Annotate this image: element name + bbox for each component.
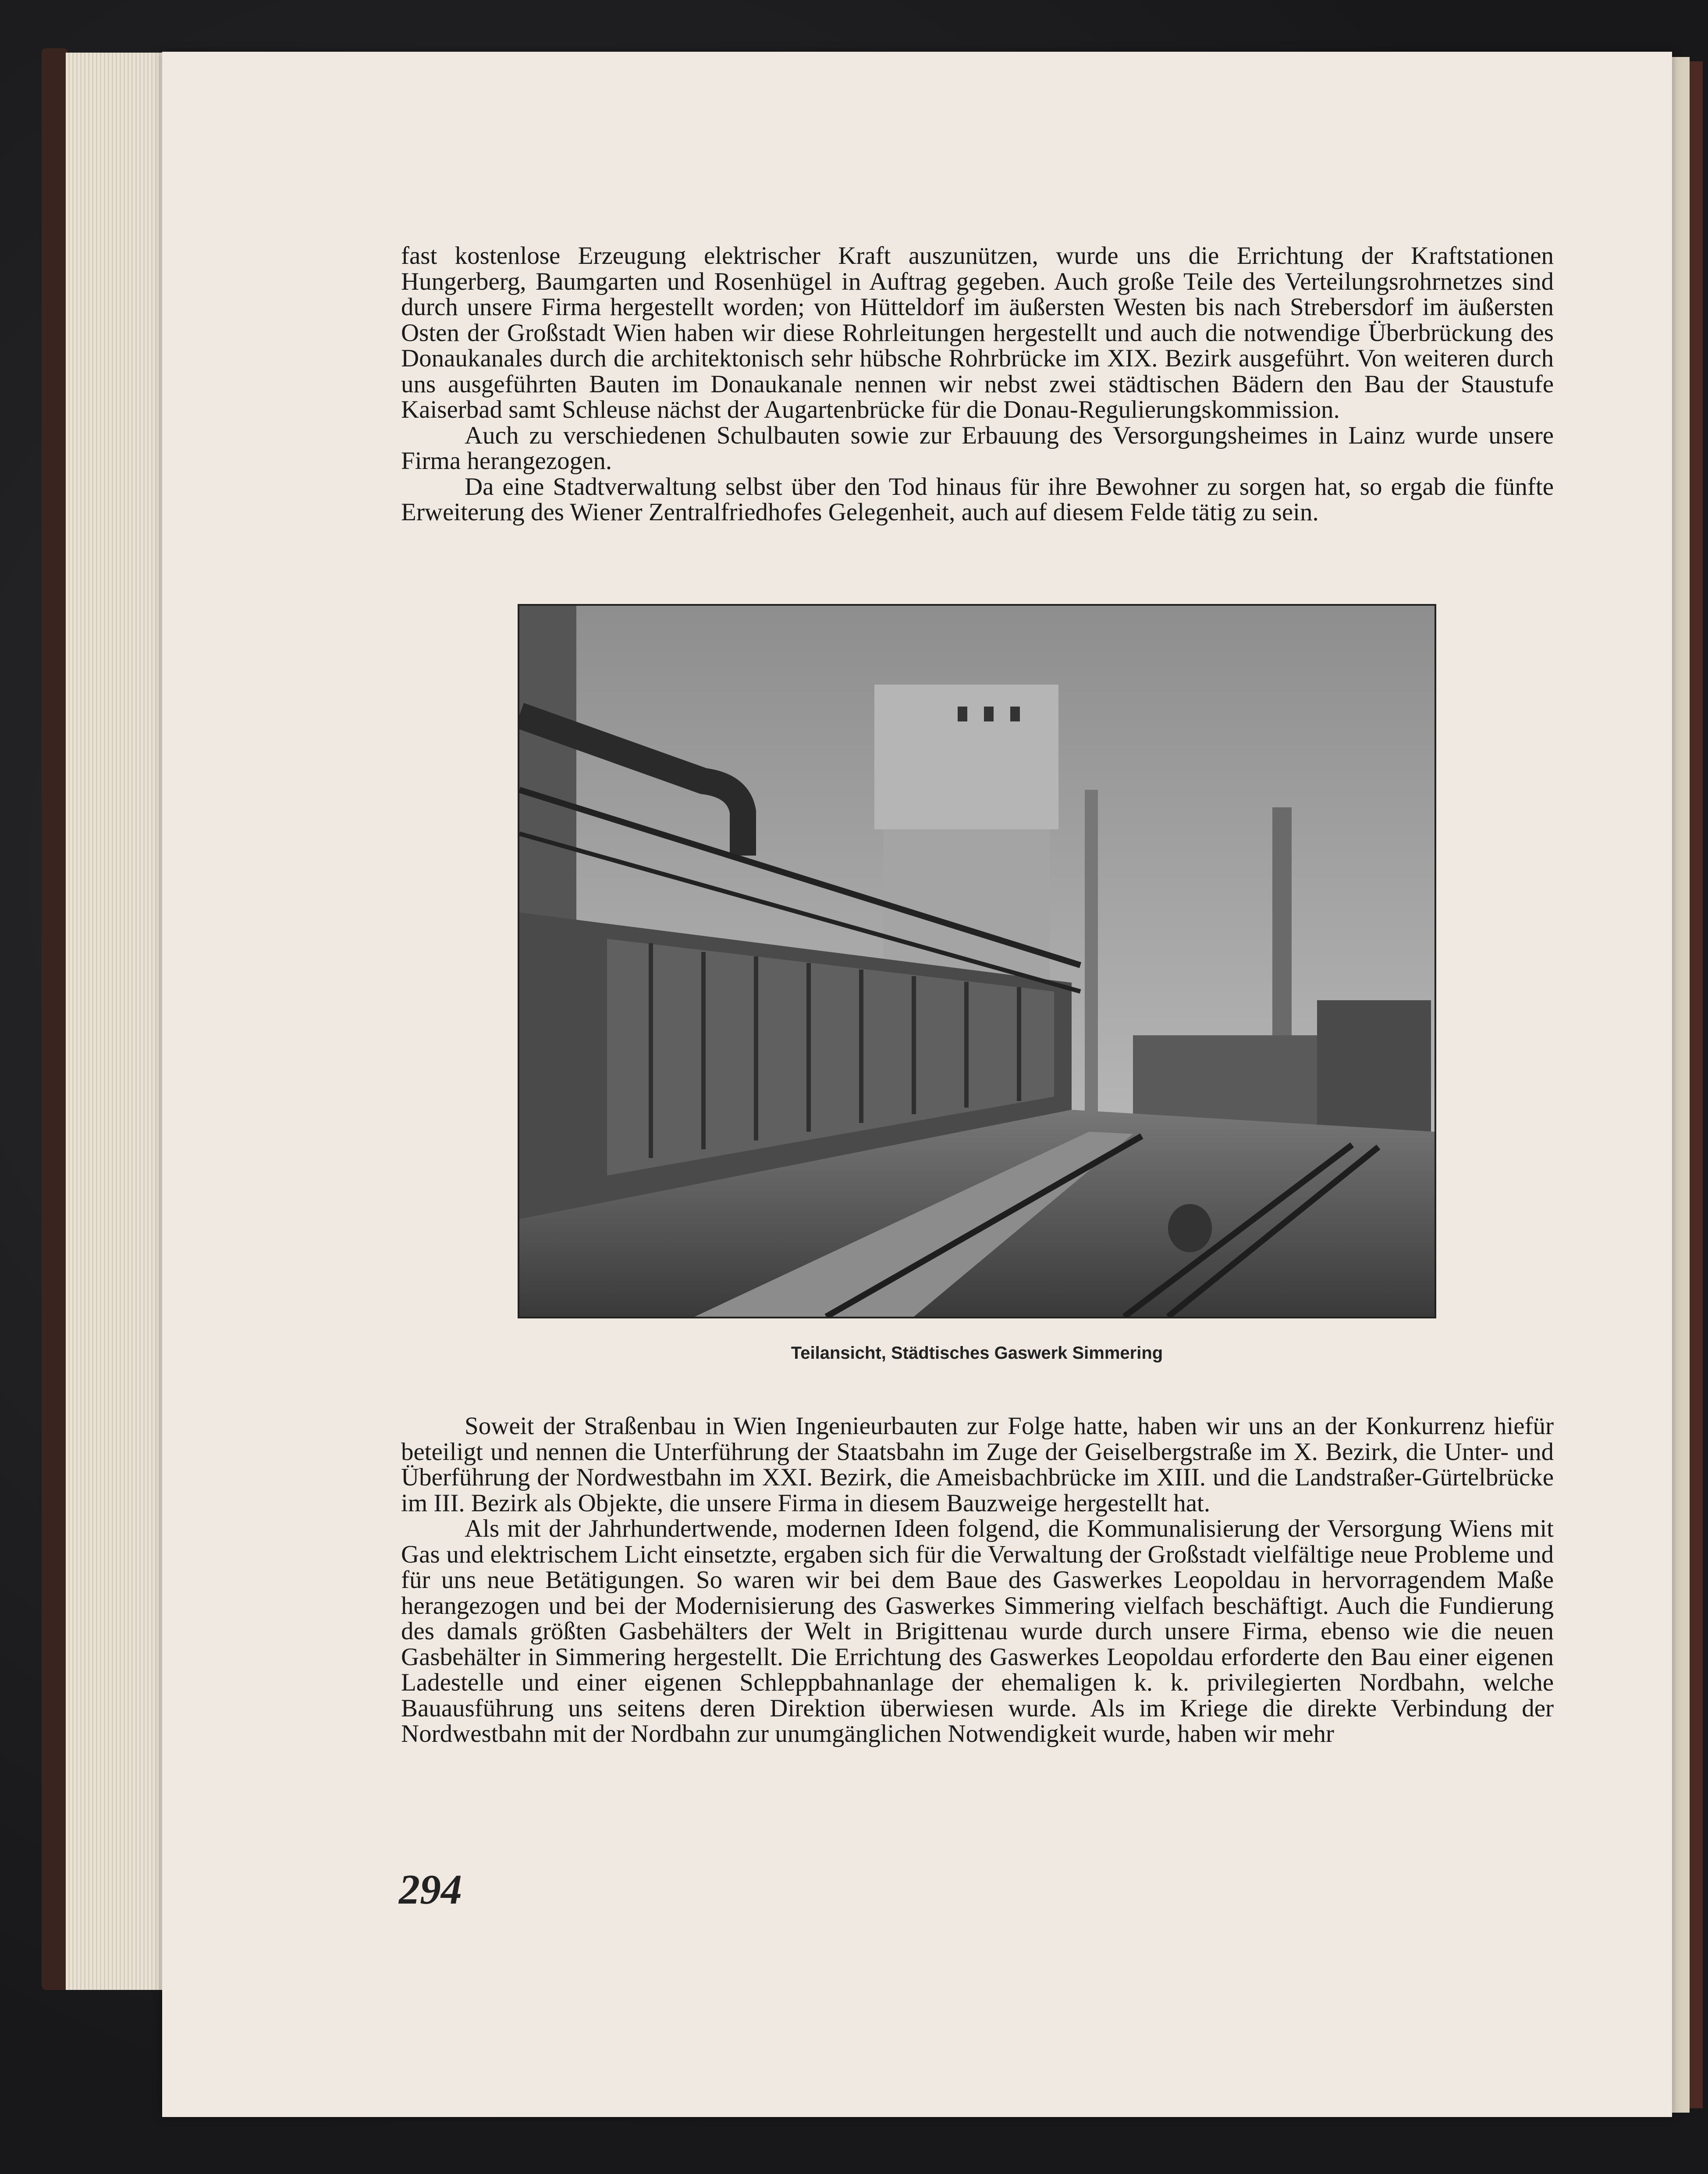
bottom-text-block [401,1414,1554,1747]
paragraph: fast kostenlose Erzeugung elektrischer Kraft auszunützen, wurde uns die Errichtung der Kraftstationen Hungerberg, Baumgarten und Rosenhügel in Auftrag gegeben. Auch große Teile des Verteilungsrohrnetzes sind durch unsere Firma hergestellt worden; von Hütteldorf im äußersten Westen bis nach Strebersdorf im äußersten Osten der Großstadt Wien haben wir diese Rohrleitungen hergestellt und auch die notwendige Überbrückung des Donaukanales durch die architektonisch sehr hübsche Rohrbrücke im XIX. Bezirk ausgeführt. Von weiteren durch uns ausgeführten Bauten im Donaukanale nennen wir nebst zwei städtischen Bädern den Bau der Staustufe Kaiserbad samt Schleuse nächst der Augartenbrücke für die Donau-Regulierungskommission. [401,242,1554,423]
paragraph: Auch zu verschiedenen Schulbauten sowie zur Erbauung des Versorgungsheimes in Lainz wurde unsere Firma herangezogen. [401,421,1554,475]
page-stack-edge [66,53,162,1990]
right-cover [1690,61,1703,2108]
paragraph: Als mit der Jahrhundertwende, modernen Ideen folgend, die Kommunalisierung der Versorgung Wiens mit Gas und elektrischem Licht einsetzte, ergaben sich für die Verwaltung der Großstadt vielfältige neue Probleme und für uns neue Betätigungen. So waren wir bei dem Baue des Gaswerkes Leopoldau in hervorragendem Maße herangezogen und bei der Modernisierung des Gaswerkes Simmering vielfach beschäftigt. Auch die Fundierung des damals größten Gasbehälters der Welt in Brigittenau wurde durch unsere Firma, ebenso wie die neuen Gasbehälter in Simmering hergestellt. Die Errichtung des Gaswerkes Leopoldau erforderte den Bau einer eigenen Ladestelle und einer eigenen Schleppbahnanlage der ehemaligen k. k. privilegierten Nordbahn, welche Bauausführung uns seitens deren Direktion überwiesen wurde. Als im Kriege die direkte Verbindung der Nordwestbahn mit der Nordbahn zur unumgänglichen Notwendigkeit wurde, haben wir mehr [401,1515,1554,1748]
page-number: 294 [399,1866,462,1913]
paragraph: Da eine Stadtverwaltung selbst über den Tod hinaus für ihre Bewohner zu sorgen hat, so ergab die fünfte Erweiterung des Wiener Zentralfriedhofes Gelegenheit, auch auf diesem Felde tätig zu sein. [401,472,1554,526]
figure-caption: Teilansicht, Städtisches Gaswerk Simmering [791,1343,1163,1363]
book-spine [42,48,68,1990]
right-page-edge [1672,57,1690,2113]
gasworks-photograph [518,604,1436,1318]
top-text-block [401,243,1554,526]
paragraph: Soweit der Straßenbau in Wien Ingenieurbauten zur Folge hatte, haben wir uns an der Konkurrenz hiefür beteiligt und nennen die Unterführung der Staatsbahn im Zuge der Geiselbergstraße im X. Bezirk, die Unter- und Überführung der Nordwestbahn im XXI. Bezirk, die Ameisbachbrücke im XIII. und die Landstraßer-Gürtelbrücke im III. Bezirk als Objekte, die unsere Firma in diesem Bauzweige hergestellt hat. [401,1412,1554,1517]
